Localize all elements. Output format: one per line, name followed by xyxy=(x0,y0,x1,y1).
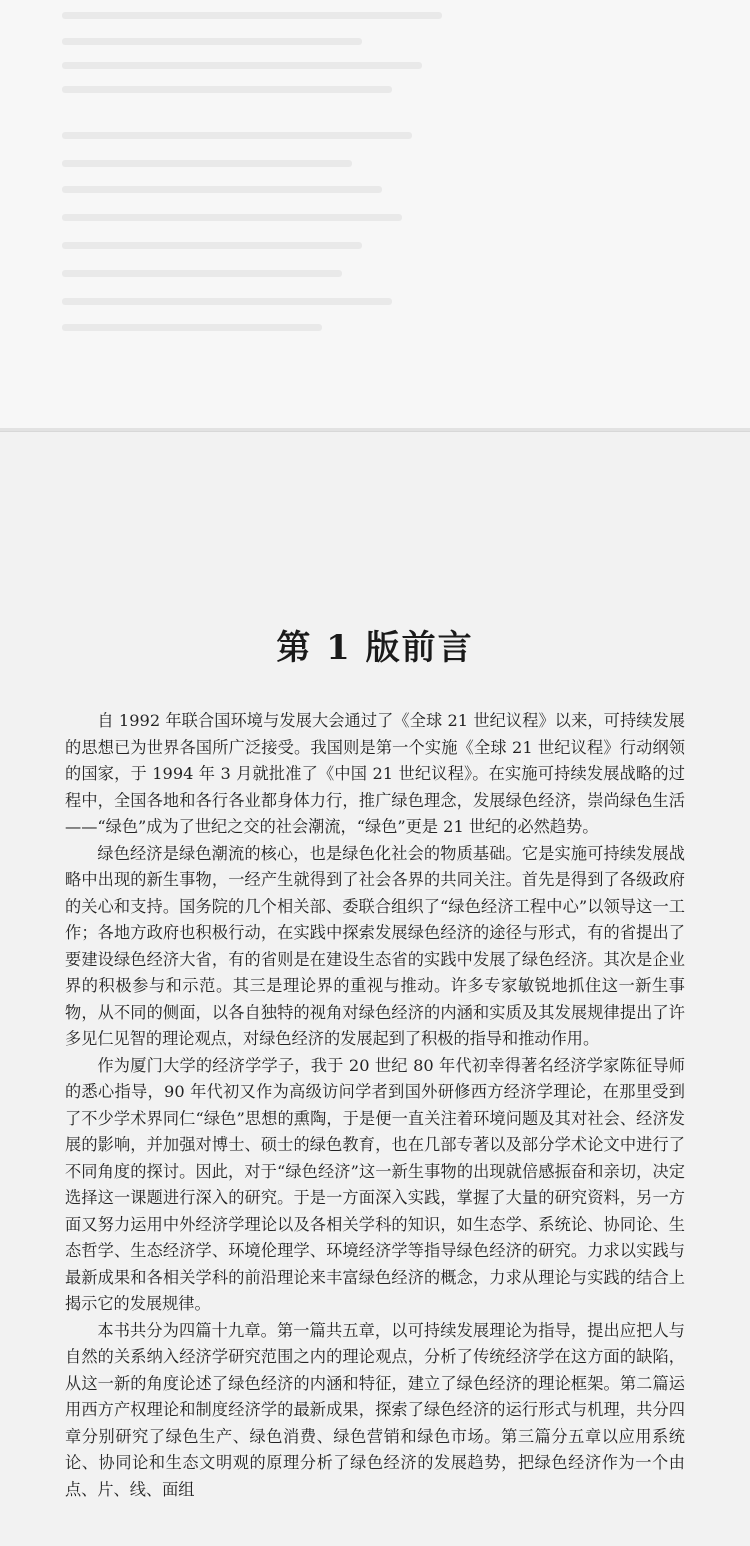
faded-text-line xyxy=(62,186,382,193)
faded-text-line xyxy=(62,38,362,45)
page-title: 第 1 版前言 xyxy=(276,628,474,668)
paragraph: 本书共分为四篇十九章。第一篇共五章，以可持续发展理论为指导，提出应把人与自然的关系纳入经济学研究范围之内的理论观点，分析了传统经济学在这方面的缺陷，从这一新的角度论述了绿色经济的内涵和特征，建立了绿色经济的理论框架。第二篇运用西方产权理论和制度经济学的最新成果，探索了绿色经济的运行形式与机理，共分四章分别研究了绿色生产、绿色消费、绿色营销和绿色市场。第三篇分五章以应用系统论、协同论和生态文明观的原理分析了绿色经济的发展趋势，把绿色经济作为一个由点、片、线、面组 xyxy=(65,1320,685,1499)
faded-text-line xyxy=(62,86,392,93)
previous-page-faded xyxy=(0,0,750,428)
preface-body xyxy=(65,708,685,1503)
faded-text-line xyxy=(62,132,412,139)
faded-text-line xyxy=(62,214,402,221)
faded-text-line xyxy=(62,298,392,305)
faded-text-line xyxy=(62,12,442,19)
faded-text-line xyxy=(62,242,362,249)
faded-text-line xyxy=(62,270,342,277)
faded-text-line xyxy=(62,160,352,167)
faded-text-line xyxy=(62,62,422,69)
preface-page xyxy=(0,432,750,1546)
paragraph: 绿色经济是绿色潮流的核心，也是绿色化社会的物质基础。它是实施可持续发展战略中出现的新生事物，一经产生就得到了社会各界的共同关注。首先是得到了各级政府的关心和支持。国务院的几个相关部、委联合组织了“绿色经济工程中心”以领导这一工作；各地方政府也积极行动，在实践中探索发展绿色经济的途径与形式，有的省提出了要建设绿色经济大省，有的省则是在建设生态省的实践中发展了绿色经济。其次是企业界的积极参与和示范。其三是理论界的重视与推动。许多专家敏锐地抓住这一新生事物，从不同的侧面，以各自独特的视角对绿色经济的内涵和实质及其发展规律提出了许多见仁见智的理论观点，对绿色经济的发展起到了积极的指导和推动作用。 xyxy=(65,843,685,1048)
faded-text-line xyxy=(62,324,322,331)
paragraph: 自 1992 年联合国环境与发展大会通过了《全球 21 世纪议程》以来，可持续发展的思想已为世界各国所广泛接受。我国则是第一个实施《全球 21 世纪议程》行动纲领的国家，于 1994 年 3 月就批准了《中国 21 世纪议程》。在实施可持续发展战略的过程中，全国各地和各行各业都身体力行，推广绿色理念，发展绿色经济，崇尚绿色生活——“绿色”成为了世纪之交的社会潮流，“绿色”更是 21 世纪的必然趋势。 xyxy=(65,711,685,836)
paragraph: 作为厦门大学的经济学学子，我于 20 世纪 80 年代初幸得著名经济学家陈征导师的悉心指导，90 年代初又作为高级访问学者到国外研修西方经济学理论，在那里受到了不少学术界同仁“绿色”思想的熏陶，于是便一直关注着环境问题及其对社会、经济发展的影响，并加强对博士、硕士的绿色教育，也在几部专著以及部分学术论文中进行了不同角度的探讨。因此，对于“绿色经济”这一新生事物的出现就倍感振奋和亲切，决定选择这一课题进行深入的研究。于是一方面深入实践，掌握了大量的研究资料，另一方面又努力运用中外经济学理论以及各相关学科的知识，如生态学、系统论、协同论、生态哲学、生态经济学、环境伦理学、环境经济学等指导绿色经济的研究。力求以实践与最新成果和各相关学科的前沿理论来丰富绿色经济的概念，力求从理论与实践的结合上揭示它的发展规律。 xyxy=(65,1055,685,1313)
